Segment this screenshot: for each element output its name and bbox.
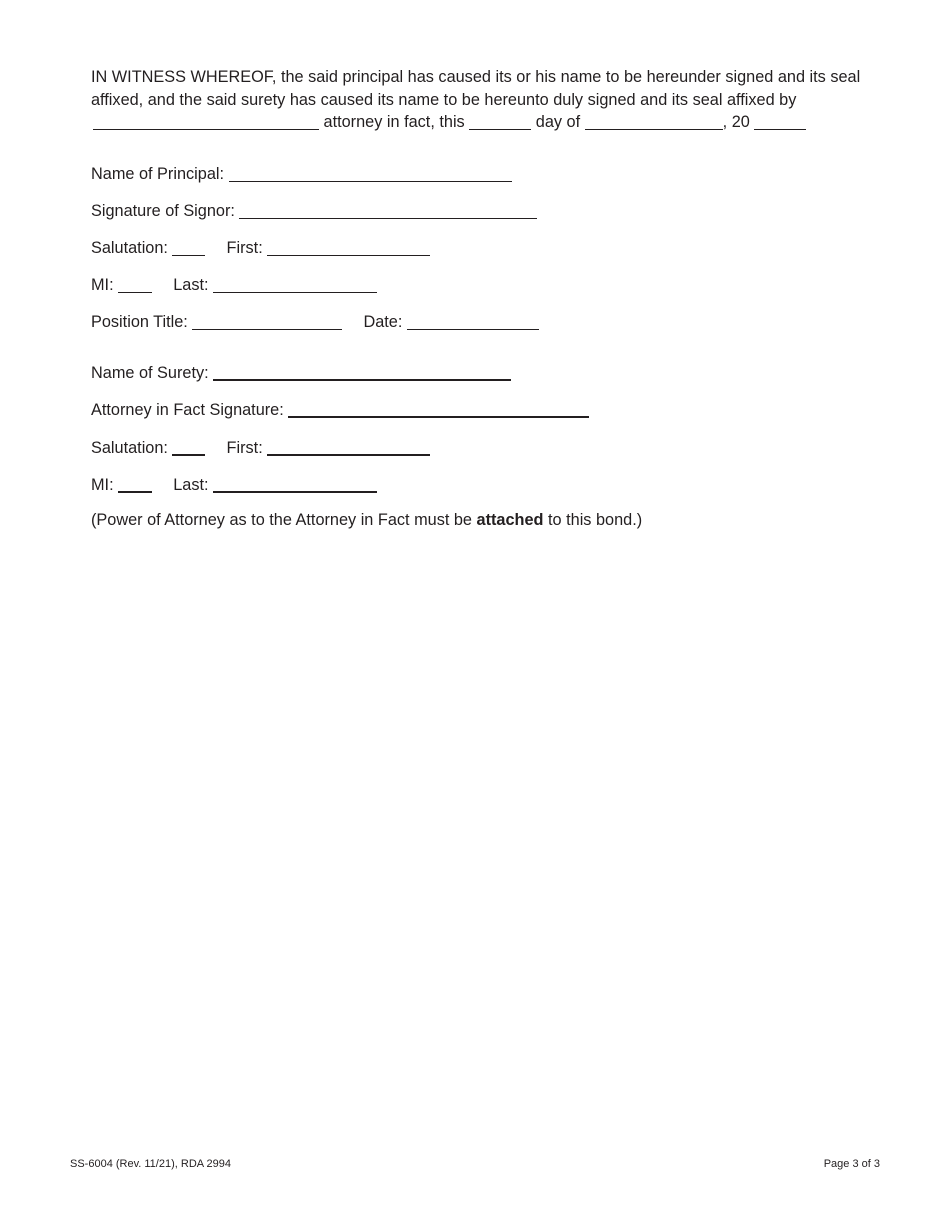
attorney-name-blank[interactable] xyxy=(93,113,319,130)
form-id-footer: SS-6004 (Rev. 11/21), RDA 2994 xyxy=(70,1158,232,1170)
surety-mi-label: MI: xyxy=(91,476,114,494)
principal-mi-row xyxy=(91,275,377,295)
position-title-field[interactable] xyxy=(192,313,342,330)
principal-last-label: Last: xyxy=(173,276,209,294)
principal-salutation-row xyxy=(91,238,430,258)
surety-last-label: Last: xyxy=(173,476,209,494)
surety-name-field[interactable] xyxy=(213,363,511,381)
position-title-label: Position Title: xyxy=(91,313,188,331)
day-blank[interactable] xyxy=(469,113,531,130)
attorney-signature-label: Attorney in Fact Signature: xyxy=(91,401,284,419)
principal-mi-field[interactable] xyxy=(118,276,152,293)
attorney-in-fact-text: attorney in fact, this xyxy=(319,113,470,131)
surety-salutation-label: Salutation: xyxy=(91,439,168,457)
principal-name-label: Name of Principal: xyxy=(91,165,225,183)
principal-first-field[interactable] xyxy=(267,239,430,256)
witness-text: IN WITNESS WHEREOF, the said principal has caused its or his name to be hereunder signed and its seal affixed, and the said surety has caused its name to be hereunto duly signed and its seal affixed by xyxy=(91,68,861,109)
year-blank[interactable] xyxy=(754,113,806,130)
surety-first-label: First: xyxy=(226,439,263,457)
surety-salutation-field[interactable] xyxy=(172,438,205,456)
page-number-footer: Page 3 of 3 xyxy=(823,1158,880,1170)
surety-first-field[interactable] xyxy=(267,438,430,456)
date-field[interactable] xyxy=(407,313,539,330)
principal-first-label: First: xyxy=(226,239,263,257)
signor-signature-field[interactable] xyxy=(239,202,537,219)
note-before: (Power of Attorney as to the Attorney in Fact must be xyxy=(91,511,477,529)
date-label: Date: xyxy=(363,313,403,331)
attorney-signature-row xyxy=(91,400,589,420)
principal-mi-label: MI: xyxy=(91,276,114,294)
principal-last-field[interactable] xyxy=(213,276,377,293)
attorney-signature-field[interactable] xyxy=(288,400,589,418)
witness-paragraph xyxy=(91,66,891,134)
signor-signature-row xyxy=(91,201,537,221)
year-prefix-text: , 20 xyxy=(722,113,755,131)
surety-mi-row xyxy=(91,475,377,495)
surety-salutation-row xyxy=(91,438,430,458)
principal-salutation-label: Salutation: xyxy=(91,239,168,257)
signor-signature-label: Signature of Signor: xyxy=(91,202,235,220)
principal-salutation-field[interactable] xyxy=(172,239,205,256)
surety-last-field[interactable] xyxy=(213,475,377,493)
surety-name-label: Name of Surety: xyxy=(91,364,209,382)
surety-name-row xyxy=(91,363,511,383)
principal-name-field[interactable] xyxy=(229,165,512,182)
power-of-attorney-note xyxy=(91,511,642,530)
position-date-row xyxy=(91,312,539,332)
note-bold: attached xyxy=(476,511,544,529)
note-after: to this bond.) xyxy=(543,511,643,529)
surety-mi-field[interactable] xyxy=(118,475,152,493)
month-blank[interactable] xyxy=(585,113,723,130)
day-of-text: day of xyxy=(531,113,585,131)
principal-name-row xyxy=(91,164,512,184)
